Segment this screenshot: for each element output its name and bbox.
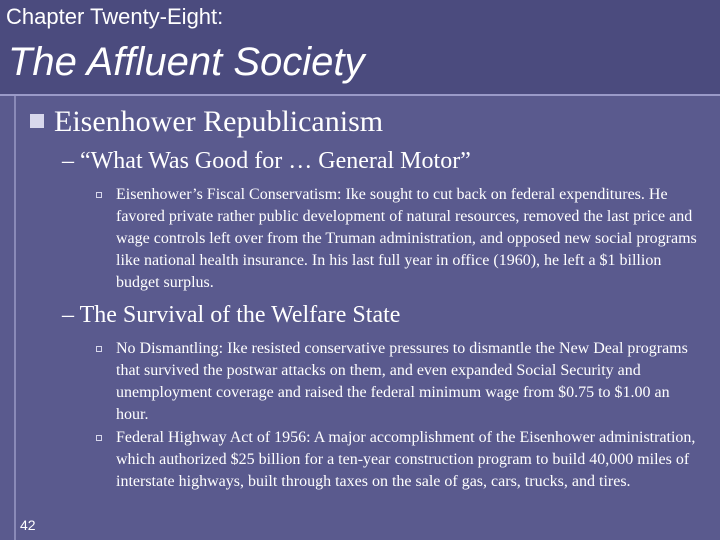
bullet-text: Eisenhower’s Fiscal Conservatism: Ike sought to cut back on federal expenditures. He favored private rather public development of natural resources, removed the last price and wage controls left over from the Truman administration, and opposed new social programs like national health insurance. In his last full year in office (1960), he left a $1 billion budget surplus. (116, 186, 697, 291)
small-square-bullet-icon (96, 192, 102, 198)
bullet-no-dismantling (96, 338, 706, 426)
bullet-text: No Dismantling: Ike resisted conservative pressures to dismantle the New Deal programs that survived the postwar attacks on them, and even expanded Social Security and unemployment coverage and raised the federal minimum wage from $0.75 to $1.00 an hour. (116, 340, 688, 423)
small-square-bullet-icon (96, 346, 102, 352)
main-topic-label: Eisenhower Republicanism (54, 105, 384, 138)
header-divider (0, 94, 720, 96)
bullet-federal-highway-act (96, 427, 706, 493)
bullet-text: Federal Highway Act of 1956: A major accomplishment of the Eisenhower administration, which authorized $25 billion for a ten-year construction program to build 40,000 miles of interstate highways, built through taxes on the sale of gas, cars, trucks, and tires. (116, 429, 696, 490)
bullet-fiscal-conservatism (96, 184, 706, 294)
chapter-label: Chapter Twenty-Eight: (6, 4, 224, 29)
left-divider (14, 96, 16, 540)
small-square-bullet-icon (96, 435, 102, 441)
section-heading-general-motors: – “What Was Good for … General Motor” (62, 148, 471, 174)
page-number: 42 (20, 517, 36, 533)
square-bullet-icon (30, 114, 44, 128)
section-heading-welfare-state: – The Survival of the Welfare State (62, 302, 401, 328)
header-band (0, 0, 720, 94)
slide-title: The Affluent Society (8, 40, 365, 84)
main-topic (30, 104, 383, 140)
